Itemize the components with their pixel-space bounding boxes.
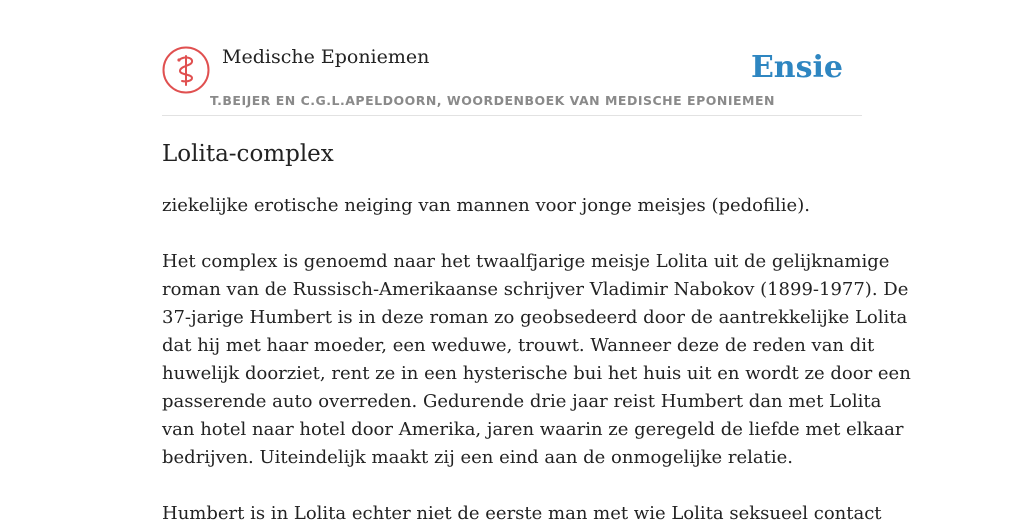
article-title: Lolita-complex <box>162 141 334 167</box>
caduceus-icon <box>162 46 210 94</box>
paragraph-line: bedrijven. Uiteindelijk maakt zij een eind aan de onmogelijke relatie. <box>162 447 794 468</box>
paragraph-line: huwelijk doorziet, rent ze in een hysterische bui het huis uit en wordt ze door een <box>162 363 911 384</box>
paragraph-line: Het complex is genoemd naar het twaalfjarige meisje Lolita uit de gelijknamige <box>162 251 890 272</box>
paragraph-line: roman van de Russisch-Amerikaanse schrijver Vladimir Nabokov (1899-1977). De <box>162 279 909 300</box>
source-subtitle: T.BEIJER EN C.G.L.APELDOORN, WOORDENBOEK VAN MEDISCHE EPONIEMEN <box>210 93 775 108</box>
brand-logo[interactable]: Ensie <box>750 50 843 85</box>
article-paragraph-1 <box>162 248 911 472</box>
paragraph-line: Humbert is in Lolita echter niet de eerste man met wie Lolita seksueel contact <box>162 503 882 524</box>
paragraph-line: dat hij met haar moeder, een weduwe, trouwt. Wanneer deze de reden van dit <box>162 335 875 356</box>
paragraph-line: passerende auto overreden. Gedurende drie jaar reist Humbert dan met Lolita <box>162 391 882 412</box>
paragraph-line: 37-jarige Humbert is in deze roman zo geobsedeerd door de aantrekkelijke Lolita <box>162 307 908 328</box>
article-paragraph-2 <box>162 500 882 528</box>
source-header <box>162 46 862 116</box>
source-title-link[interactable]: Medische Eponiemen <box>222 46 430 68</box>
article <box>162 138 911 524</box>
definition-text: ziekelijke erotische neiging van mannen voor jonge meisjes (pedofilie). <box>162 195 810 216</box>
paragraph-line: van hotel naar hotel door Amerika, jaren waarin ze geregeld de liefde met elkaar <box>162 419 904 440</box>
